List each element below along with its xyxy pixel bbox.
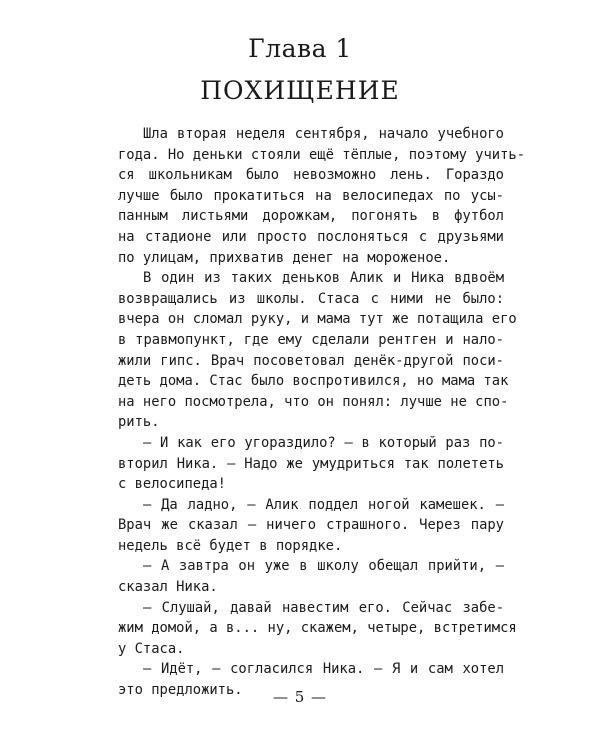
text-line: на него посмотрела, что он понял: лучше не спо-: [118, 393, 509, 410]
text-line: на стадионе или просто послоняться с друзьями: [118, 228, 504, 245]
text-line: года. Но деньки стояли ещё тёплые, поэтому учить-: [118, 146, 526, 163]
text-line: В один из таких деньков Алик и Ника вдвоём: [143, 270, 504, 287]
text-line: вчера он сломал руку, и мама тут же потащила его: [118, 311, 517, 328]
text-line: жим домой, а в... ну, скажем, четыре, встретимся: [118, 620, 517, 637]
text-line: — Идёт, — согласился Ника. — Я и сам хотел: [143, 661, 504, 678]
paragraph: [118, 124, 526, 268]
text-line: Врач же сказал — ничего страшного. Через пару: [118, 517, 504, 534]
text-line: — И как его угораздило? — в который раз по-: [143, 434, 504, 451]
text-line: ся школьникам было невозможно лень. Гораздо: [118, 167, 504, 184]
text-line: деть дома. Стас было воспротивился, но мама так: [118, 373, 509, 390]
text-line: рить.: [118, 414, 160, 431]
text-line: сказал Ника.: [118, 579, 218, 596]
body-text: [118, 124, 526, 701]
chapter-title: ПОХИЩЕНИЕ: [200, 76, 400, 105]
text-line: лучше было прокатиться на велосипедах по усы-: [118, 187, 504, 204]
paragraph: [118, 598, 517, 660]
chapter-label: Глава 1: [248, 34, 352, 63]
text-line: вторил Ника. — Надо же умудриться так полететь: [118, 455, 504, 472]
text-line: с велосипеда!: [118, 476, 226, 493]
text-line: у Стаса.: [118, 640, 185, 657]
text-line: панным листьями дорожкам, погонять в футбол: [118, 208, 504, 225]
paragraph: [118, 433, 504, 495]
paragraph: [118, 495, 504, 557]
paragraph: [118, 556, 504, 597]
text-line: по улицам, прихватив денег на мороженое.: [118, 249, 451, 266]
text-line: возвращались из школы. Стаса с ними не было:: [118, 290, 504, 307]
text-line: это предложить.: [118, 682, 243, 699]
paragraph: [118, 268, 517, 433]
text-line: жили гипс. Врач посоветовал денёк-другой поси-: [118, 352, 504, 369]
page-number: — 5 —: [272, 688, 328, 706]
text-line: недель всё будет в порядке.: [118, 537, 343, 554]
text-line: Шла вторая неделя сентября, начало учебного: [143, 126, 504, 142]
text-line: — А завтра он уже в школу обещал прийти, —: [143, 558, 504, 575]
text-line: — Да ладно, — Алик поддел ногой камешек. —: [143, 496, 504, 513]
text-line: в травмопункт, где ему сделали рентген и нало-: [118, 331, 504, 348]
text-line: — Слушай, давай навестим его. Сейчас забе-: [143, 599, 504, 616]
